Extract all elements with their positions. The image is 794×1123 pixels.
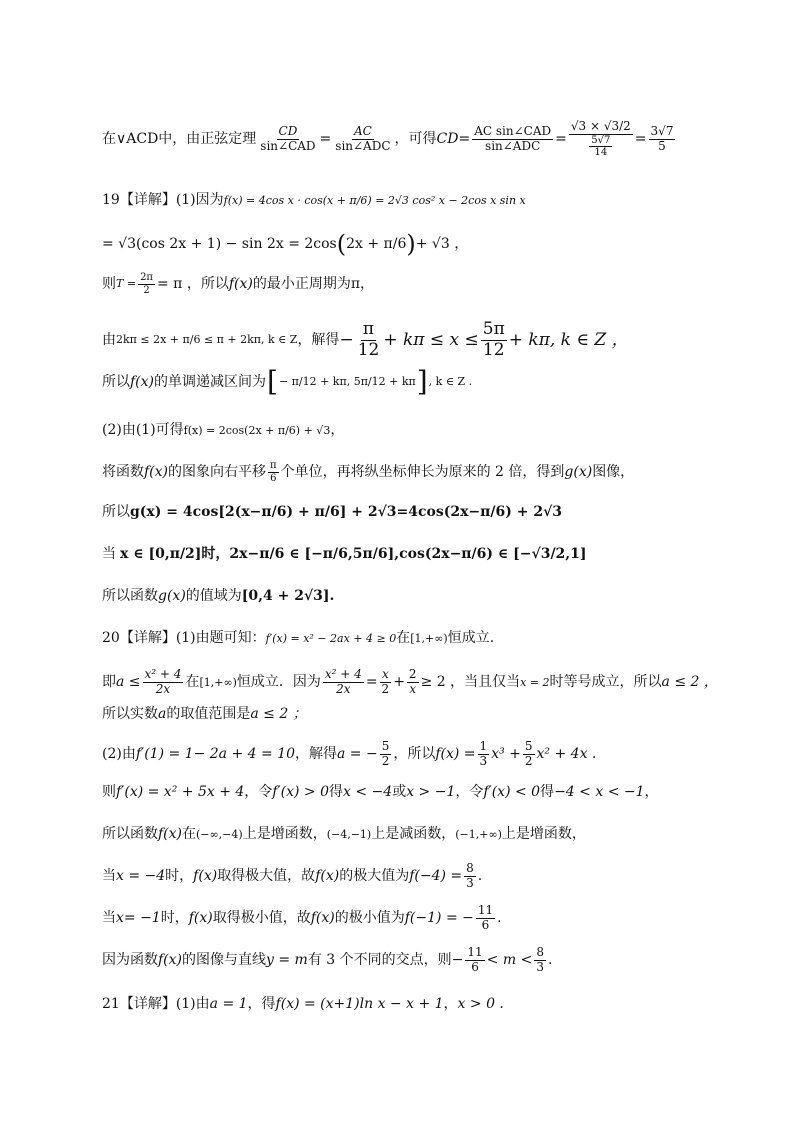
text: 所以实数 [102,706,158,722]
text: 的图像与直线 [182,951,267,968]
fraction: $\frac{8}{3}$ [536,945,544,974]
fraction: $\frac{11}{6}$ [467,945,483,974]
fraction: $\frac{11}{6}$ [477,903,494,932]
text: . [477,867,483,884]
text: 上是增函数， [501,826,586,842]
math: − [339,329,354,350]
text: 的取值范围是 [166,706,251,722]
text: 上是增函数， [242,826,327,842]
math: f(x) = (x+1)ln x − x + 1 [275,996,444,1012]
math: T = [116,277,137,291]
fraction: $\frac{5}{2}$ [524,739,533,768]
text: 取得极小值，故 [212,909,311,926]
text: 所以函数 [102,826,158,842]
fraction: $\frac{3√7}{5}$ [650,124,674,153]
text: 图像， [592,463,635,480]
equals: = [319,131,332,147]
math: 2kπ ≤ 2x + π/6 ≤ π + 2kπ, k ∈ Z [116,333,298,347]
text: ，解得 [295,745,337,762]
line-local-min [102,904,702,933]
text: 在 [185,673,200,690]
line-19-simplify [102,232,702,256]
math: − [451,951,464,968]
math: < m < [486,951,533,968]
text: 在 [396,630,411,646]
line-monotonicity [102,826,702,843]
math: + √3 ， [415,235,469,252]
text: . [497,909,502,926]
text: 即 [102,673,116,690]
line-inequality [102,667,718,697]
line-local-max [102,862,702,891]
text: 恒成立. [447,630,495,646]
text: 19【详解】(1)因为 [102,192,224,208]
text: 将函数 [102,463,144,480]
fraction: $\frac{2}{x}$ [408,667,417,696]
text: (2)由(1)可得 [102,422,184,438]
text: 时等号成立，所以 [549,673,662,690]
math: f′(x) = x² + 5x + 4 [116,784,245,800]
math: 2x + π/6 [346,235,407,252]
math: f(x) [228,275,253,292]
math: a = − [337,745,378,762]
math: f(x) [158,951,183,968]
equals: = [458,131,471,147]
math: −4 < x < −1 [554,784,645,800]
paren-left: ( [336,230,347,258]
text: 个单位，再将纵坐标伸长为原来的 2 倍，得到 [280,463,565,480]
equals: = [555,131,567,147]
fraction: $\frac{\text{x² + 4}}{2x}$ [324,667,362,696]
math: (−1,+∞) [455,827,502,841]
line-sign-analysis [102,784,702,801]
math: x² + 4x . [536,745,597,762]
math: f(−1) = − [404,909,474,926]
math: + kπ ≤ x ≤ [383,329,479,350]
line-transformation [102,460,702,484]
math: g(x) [564,463,593,480]
text: 的最小正周期为π， [252,275,375,292]
text: ， [443,996,458,1012]
math: CD [436,131,459,147]
text: ，解得 [297,331,340,348]
text: 在 [182,826,197,842]
math: f(x) [130,373,155,390]
math: a ≤ 2 ， [661,673,718,690]
text: ， [644,784,659,800]
text: 所以 [102,504,130,520]
line-sine-rule [102,120,702,159]
math: f(x) = 2cos(2x + π/6) + √3 [183,423,331,437]
fraction: $\frac{\text{x² + 4}}{2x}$ [144,667,182,696]
text: 由 [102,331,116,348]
math: a = 1 [209,996,248,1012]
line-part2-start [102,422,702,439]
fraction: $\frac{5\pi}{12}$ [482,319,505,360]
line-monotonic-interval [102,320,702,360]
text: . [547,951,553,968]
text: 在∨ACD中，由正弦定理 [102,131,257,147]
line-value-range [102,588,702,605]
fraction: $\frac{8}{3}$ [466,861,474,890]
text: 则 [102,275,116,292]
fraction: $\frac{\pi}{12}$ [357,319,380,360]
paren-right: ) [406,230,416,258]
math: f′(x) = x² − 2ax + 4 ≥ 0 [265,631,397,645]
fraction: $\frac{AC}{\text{sin∠ADC}}$ [335,124,391,153]
line-21-start [102,996,702,1013]
text: 当 [102,546,116,562]
bracket-right: ] [416,365,428,398]
math: [1,+∞) [199,675,237,689]
text: 当 [102,867,116,884]
text: 恒成立．因为 [236,673,321,690]
text: 因为函数 [102,951,158,968]
line-part2-derivative [102,740,702,769]
math: x ∈ [0,π/2]时，2x−π/6 ∈ [−π/6,5π/6],cos(2x−π/6) ∈ [−√3/2,1] [120,546,587,562]
text: 当 [102,909,116,926]
math: x < −4 [343,784,393,800]
text: 的极大值为 [339,867,410,884]
math: f′(x) < 0 [483,784,541,800]
plus: + [393,673,405,690]
text: 所以函数 [102,588,158,604]
math: x = −4 [116,867,166,884]
bracket-left: [ [267,365,278,398]
text: 取得极大值，故 [217,867,316,884]
line-period [102,272,702,296]
math: , k ∈ Z . [428,375,473,389]
math: x = 2 [520,675,550,689]
text: ≥ 2 ，当且仅当 [420,673,521,690]
text: ，令 [455,784,484,800]
line-decreasing-interval [102,365,702,398]
text: 20【详解】(1)由题可知： [102,630,266,646]
text: 的极小值为 [334,909,405,926]
equals: = [365,673,378,690]
math: x= −1 [116,909,161,926]
math: f(x) [188,909,213,926]
text: 得 [540,784,555,800]
line-g-expression [102,504,702,521]
text: 21【详解】(1)由 [102,996,210,1012]
math: y = m [266,951,308,968]
fraction: $\frac{\pi}{6}$ [270,460,277,484]
line-a-range [102,706,702,723]
text: 时， [165,867,194,884]
text: 有 3 个不同的交点，则 [307,951,452,968]
math: x > −1 [406,784,456,800]
text: ，得 [247,996,276,1012]
fraction: $\frac{1}{3}$ [479,739,488,768]
text: = π ，所以 [157,275,229,292]
fraction: $\frac{5}{2}$ [381,739,390,768]
line-range-x [102,546,702,563]
line-20-start [102,630,702,647]
text: 得 [329,784,344,800]
line-19-start [102,192,702,209]
math: f′(x) > 0 [272,784,330,800]
math: (−4,−1) [326,827,372,841]
math: a ≤ 2 ； [250,706,307,722]
math: f(x) [158,826,183,842]
line-intersection [102,946,702,975]
math: f(x) [144,463,169,480]
text: (2)由 [102,745,136,762]
text: ， [330,422,345,438]
text: 则 [102,784,116,800]
math: x > 0 . [457,996,504,1012]
math: f′(1) = 1− 2a + 4 = 10 [135,745,295,762]
math: g(x) [158,588,186,604]
text: 所以 [102,373,130,390]
fraction: $\frac{\text{AC sin∠CAD}}{\text{sin∠ADC}}$ [474,124,552,153]
text: ，所以 [393,745,436,762]
fraction: $\frac{5√7}{14}$ [591,134,611,159]
compound-fraction: $\frac{√3 \times √3/2}{\frac{5√7}{14}}$ [570,119,631,159]
text: 上是减函数， [371,826,456,842]
text: 时， [160,909,189,926]
math: f(x) = 4cos x · cos(x + π/6) = 2√3 cos² x − 2cos x sin x [223,193,526,207]
math: f(x) [315,867,340,884]
math: f(x) [193,867,218,884]
math: a [158,706,167,722]
math: f(x) [310,909,335,926]
text: ，令 [244,784,273,800]
math: x³ + [491,745,521,762]
math: [1,+∞) [410,631,448,645]
text: 的值域为 [185,588,242,604]
text: 的图象向右平移 [168,463,267,480]
math: = √3(cos 2x + 1) − sin 2x = 2cos [102,235,337,252]
math: (−∞,−4) [196,827,243,841]
text: 或 [392,784,407,800]
text: 的单调递减区间为 [154,373,267,390]
fraction: $\frac{x}{2}$ [381,667,390,696]
math: a ≤ [116,673,141,690]
math: g(x) = 4cos[2(x−π/6) + π/6] + 2√3=4cos(2x−π/6) + 2√3 [130,504,563,520]
fraction: $\frac{CD}{\text{sin∠CAD}}$ [260,124,316,153]
math: + kπ, k ∈ Z ， [508,329,629,350]
text: ，可得 [394,131,437,147]
math: f(x) = [435,745,476,762]
equals: = [634,131,647,147]
fraction: $\frac{2\pi}{2}$ [140,272,153,296]
math: f(−4) = [409,867,463,884]
math: − π/12 + kπ, 5π/12 + kπ [278,375,416,389]
math: [0,4 + 2√3]. [241,588,335,604]
